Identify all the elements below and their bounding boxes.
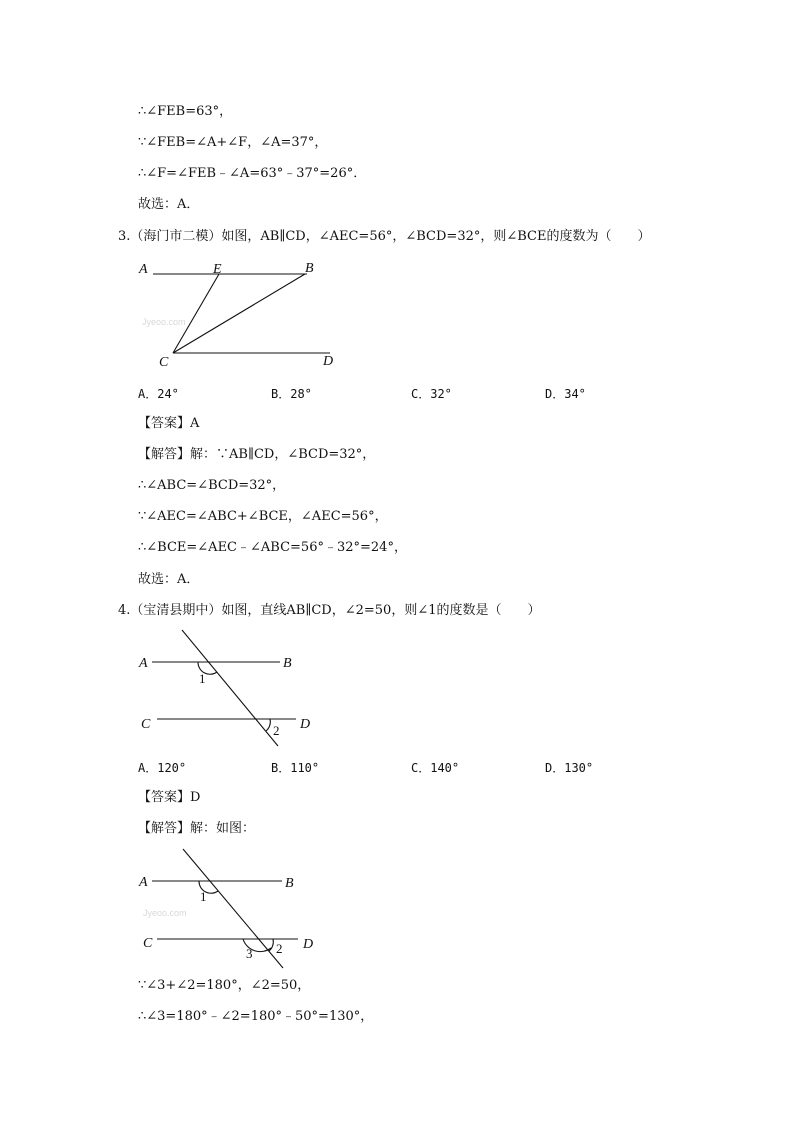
q4-option-b: B．110°: [271, 761, 320, 775]
q4f2-angle-2-arc: [269, 939, 273, 951]
q3-answer: 【答案】A: [138, 416, 200, 431]
q4-answer: 【答案】D: [138, 790, 201, 805]
q3-option-a: A．24°: [138, 387, 179, 401]
q4f1-angle-1-arc: [198, 662, 217, 674]
q3-label-e: E: [213, 262, 222, 277]
q4f2-label-d: D: [303, 937, 314, 952]
q3-option-b: B．28°: [271, 387, 312, 401]
q3-line-ce: [173, 274, 219, 353]
q4f2-angle-3-arc: [243, 939, 271, 952]
q4f1-angle-2-arc: [266, 719, 270, 731]
q3-solution-line-5: 故选：A．: [138, 572, 200, 587]
q4-solution-line-2: ∴∠3=180°﹣∠2=180°﹣50°=130°，: [138, 1009, 374, 1024]
q4f2-label-2: 2: [276, 941, 283, 956]
q4-option-c: C．140°: [411, 761, 460, 775]
q4f1-label-c: C: [141, 717, 151, 732]
q3-solution-line-2: ∴∠ABC=∠BCD=32°，: [138, 478, 286, 493]
prev-solution-line-2: ∵∠FEB=∠A+∠F，∠A=37°，: [138, 135, 328, 150]
q3-option-c: C．32°: [411, 387, 452, 401]
q4f2-watermark: Jyeoo.com: [143, 908, 187, 918]
q4f1-label-d: D: [300, 717, 311, 732]
q4f2-label-b: B: [285, 876, 294, 891]
q4f1-label-b: B: [283, 656, 292, 671]
q3-solution-line-4: ∴∠BCE=∠AEC﹣∠ABC=56°﹣32°=24°，: [138, 540, 407, 555]
q3-solution-line-1: 【解答】解：∵AB∥CD，∠BCD=32°，: [138, 447, 376, 462]
q3-solution-line-3: ∵∠AEC=∠ABC+∠BCE，∠AEC=56°，: [138, 509, 388, 524]
q4f2-angle-1-arc: [199, 881, 218, 893]
q4f1-label-1: 1: [199, 671, 206, 686]
q4f2-label-a: A: [139, 875, 148, 890]
q3-label-d: D: [323, 354, 334, 369]
q4-option-d: D．130°: [545, 761, 594, 775]
q4-solution-line-1: ∵∠3+∠2=180°，∠2=50，: [138, 978, 311, 993]
q3-label-a: A: [139, 262, 148, 277]
q3-stem: 3.（海门市二模）如图，AB∥CD，∠AEC=56°，∠BCD=32°，则∠BCE的度数为（ ）: [118, 229, 651, 244]
q4f1-label-a: A: [139, 656, 148, 671]
q3-option-d: D．34°: [545, 387, 586, 401]
q4-solution-intro: 【解答】解：如图：: [138, 821, 256, 836]
prev-solution-line-1: ∴∠FEB=63°，: [138, 104, 233, 119]
q4f1-transversal: [182, 630, 278, 746]
q4-option-a: A．120°: [138, 761, 187, 775]
q4f2-transversal: [183, 849, 283, 968]
q3-label-b: B: [305, 261, 314, 276]
q4f2-label-3: 3: [246, 946, 253, 961]
q3-label-c: C: [159, 355, 169, 370]
q3-watermark: Jyeoo.com: [142, 317, 186, 327]
prev-solution-line-3: ∴∠F=∠FEB﹣∠A=63°﹣37°=26°．: [138, 166, 367, 181]
q3-line-cb: [173, 274, 305, 353]
q4f2-label-c: C: [143, 936, 153, 951]
q4-stem: 4.（宝清县期中）如图，直线AB∥CD，∠2=50，则∠1的度数是（ ）: [118, 603, 541, 618]
prev-solution-line-4: 故选：A．: [138, 197, 200, 212]
q4f2-label-1: 1: [200, 889, 207, 904]
q4f1-label-2: 2: [273, 723, 280, 738]
